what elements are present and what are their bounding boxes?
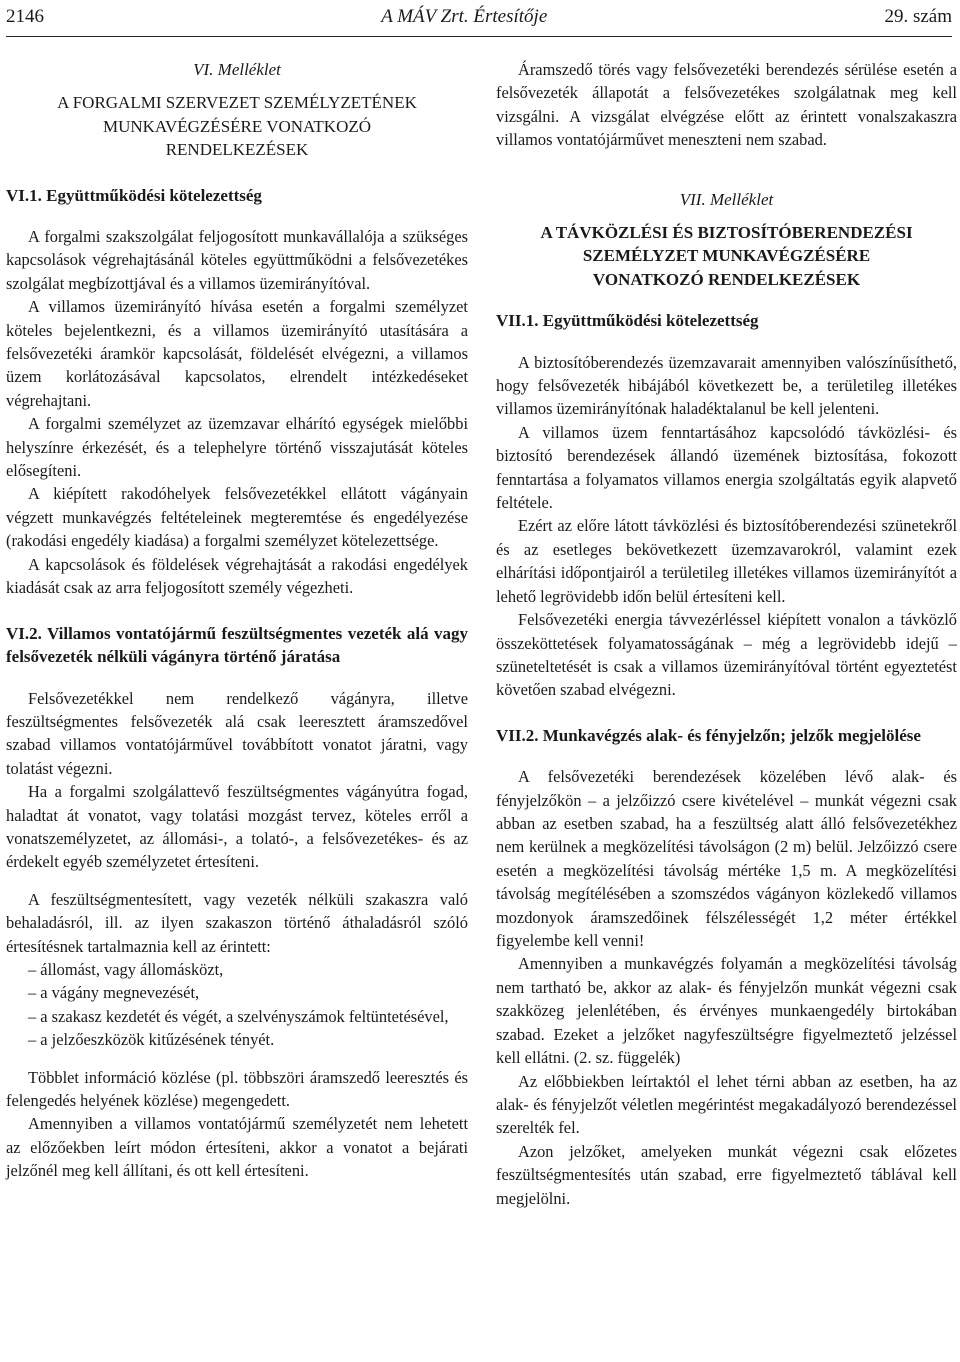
paragraph: A feszültségmentesített, vagy vezeték nélküli szakaszra való behaladásról, ill. az ilyen szakaszon történő áthaladásról szóló értesítésnek tartalmaznia kell az érintett: xyxy=(6,889,468,956)
list-item: – a vágány megnevezését, xyxy=(28,983,200,1003)
header-rule xyxy=(6,36,952,37)
paragraph: Azon jelzőket, amelyeken munkát végezni csak előzetes feszültségmentesítés után szabad, erre figyelmeztető táblával kell megjelölni. xyxy=(496,1141,957,1208)
paragraph: A kapcsolások és földelések végrehajtását a rakodási engedélyek kiadását csak az arra feljogosított személy végezheti. xyxy=(6,554,468,598)
paragraph: A biztosítóberendezés üzemzavarait amennyiben valószínűsíthető, hogy felsővezeték hibájából következett be, a területileg illetékes villamos üzemirányítónak haladéktalanul be kell jelenteni. xyxy=(496,352,957,419)
annex-heading: VII. Melléklet xyxy=(679,189,774,209)
paragraph: A villamos üzemirányító hívása esetén a forgalmi személyzet köteles bejelentkezni, és a villamos üzemirányító utasítására a felsővezetéki áramkör kapcsolását, földelését elvégezni, a villamos üzem korlátozásával kapcsolatos, elrendelt intézkedéseket végrehajtani. xyxy=(6,297,468,410)
running-header xyxy=(6,6,952,36)
annex-title-line: A FORGALMI SZERVEZET SZEMÉLYZETÉNEK xyxy=(57,93,417,112)
section-heading: VII.2. Munkavégzés alak- és fényjelzőn; jelzők megjelölése xyxy=(496,725,921,745)
paragraph: A felsővezetéki berendezések közelében lévő alak- és fényjelzőkön – a jelzőizzó csere kivételével – munkát végezni csak abban az esetben szabad, ha a feszültség alatt álló felsővezetékhez nem kerülnek a megközelítési távolságon (2 m) belül. Jelzőizzó csere esetén a megközelítési távolság mértéke 1,5 m. A megközelítési távolság megítélésében a szomszédos vágányon közlekedő villamos mozdonyok áramszedőinek félszélességét 1,2 méter értékkel figyelembe kell venni! xyxy=(496,767,957,951)
paragraph: A villamos üzem fenntartásához kapcsolódó távközlési- és biztosító berendezések állandó üzemének biztosítása, fokozott fenntartása a folyamatos villamos energia szolgáltatás egyik alapvető feltétele. xyxy=(496,422,957,513)
paragraph: Felsővezetékkel nem rendelkező vágányra, illetve feszültségmentes felsővezeték alá csak leeresztett áramszedővel szabad villamos vontatójárművel továbbított vonatot járatni, vagy tolatást végezni. xyxy=(6,688,468,778)
paragraph: A kiépített rakodóhelyek felsővezetékkel ellátott vágányain végzett munkavégzés feltételeinek megteremtése és engedélyezése (rakodási engedély kiadása) a forgalmi személyzet kötelezettsége. xyxy=(6,484,468,551)
paragraph: Amennyiben a munkavégzés folyamán a megközelítési távolság nem tartható be, akkor az alak- és fényjelzőn munkát végezni csak szakközeg jelenlétében, és érvényes munkaengedély birtokában szabad. Ezeket a jelzőket nagyfeszültségre figyelmeztető jelzéssel kell ellátni. (2. sz. függelék) xyxy=(496,954,957,1068)
paragraph: Amennyiben a villamos vontatójármű személyzetét nem lehetett az előzőekben leírt módon értesíteni, akkor a vonatot a bejárati jelzőnél meg kell állítani, és ott kell értesíteni. xyxy=(6,1114,468,1181)
annex-title-line: VONATKOZÓ RENDELKEZÉSEK xyxy=(592,269,861,289)
annex-title-line: RENDELKEZÉSEK xyxy=(165,140,309,159)
annex-heading: VI. Melléklet xyxy=(193,60,281,79)
section-heading: VI.2. Villamos vontatójármű feszültségmentes vezeték alá vagy felsővezeték nélküli vágányra történő járatása xyxy=(6,623,468,666)
paragraph: Ha a forgalmi szolgálattevő feszültségmentes vágányútra fogad, haladtat át vonatot, vagy tolatási mozgást tervez, köteles erről a vonatszemélyzetet, az állomási-, a tolató-, a felsővezetékes- és az érdekelt egyéb személyzetet értesíteni. xyxy=(6,782,468,872)
right-column xyxy=(496,58,957,1210)
list-item: – a jelzőeszközök kitűzésének tényét. xyxy=(28,1030,275,1050)
paragraph: Áramszedő törés vagy felsővezetéki berendezés sérülése esetén a felsővezeték állapotát a felsővezetékes szolgálatnak meg kell vizsgálni. A vizsgálat elvégzése előtt az érintett vonalszakaszra villamos vontatójárművet meneszteni nem szabad. xyxy=(496,60,957,150)
list-item: – a szakasz kezdetét és végét, a szelvényszámok feltüntetésével, xyxy=(28,1006,449,1026)
publication-title: A MÁV Zrt. Értesítője xyxy=(381,6,548,27)
paragraph: Az előbbiekben leírtaktól el lehet térni abban az esetben, ha az alak- és fényjelzőt véletlen megérintést megakadályozó berendezéssel szerelték fel. xyxy=(496,1071,957,1138)
list-item: – állomást, vagy állomásközt, xyxy=(28,959,224,979)
section-heading: VI.1. Együttműködési kötelezettség xyxy=(6,185,262,205)
issue-number: 29. szám xyxy=(884,6,952,27)
paragraph: Ezért az előre látott távközlési és biztosítóberendezési szünetekről és az esetleges bekövetkezett üzemzavarokról, valamint ezek elhárítási időpontjairól a területileg illetékes villamos üzemirányítót a lehető legrövidebb időn belül értesíteni kell. xyxy=(496,516,957,606)
page-number: 2146 xyxy=(6,6,44,27)
annex-title-line: A TÁVKÖZLÉSI ÉS BIZTOSÍTÓBERENDEZÉSI xyxy=(540,222,913,242)
paragraph: A forgalmi személyzet az üzemzavar elhárító egységek mielőbbi helyszínre érkezését, és a telephelyre történő visszajutását köteles elősegíteni. xyxy=(6,414,468,481)
annex-title-line: MUNKAVÉGZÉSÉRE VONATKOZÓ xyxy=(102,116,372,136)
left-column xyxy=(6,58,468,1183)
paragraph: A forgalmi szakszolgálat feljogosított munkavállalója a szükséges kapcsolások végrehajtásánál köteles együttműködni a felsővezetékes szolgálat megbízottjával és a villamos üzemirányítóval. xyxy=(6,227,468,293)
paragraph: Felsővezetéki energia távvezérléssel kiépített vonalon a távközlő összeköttetések folyamatosságának – még a legrövidebb idejű – szüneteltetését is csak a villamos üzemirányítóval történt egyeztetést követően szabad elvégezni. xyxy=(496,610,957,700)
annex-title-line: SZEMÉLYZET MUNKAVÉGZÉSÉRE xyxy=(582,246,871,266)
paragraph: Többlet információ közlése (pl. többszöri áramszedő leeresztés és felengedés helyének közlése) megengedett. xyxy=(6,1067,468,1110)
section-heading: VII.1. Együttműködési kötelezettség xyxy=(496,311,759,331)
